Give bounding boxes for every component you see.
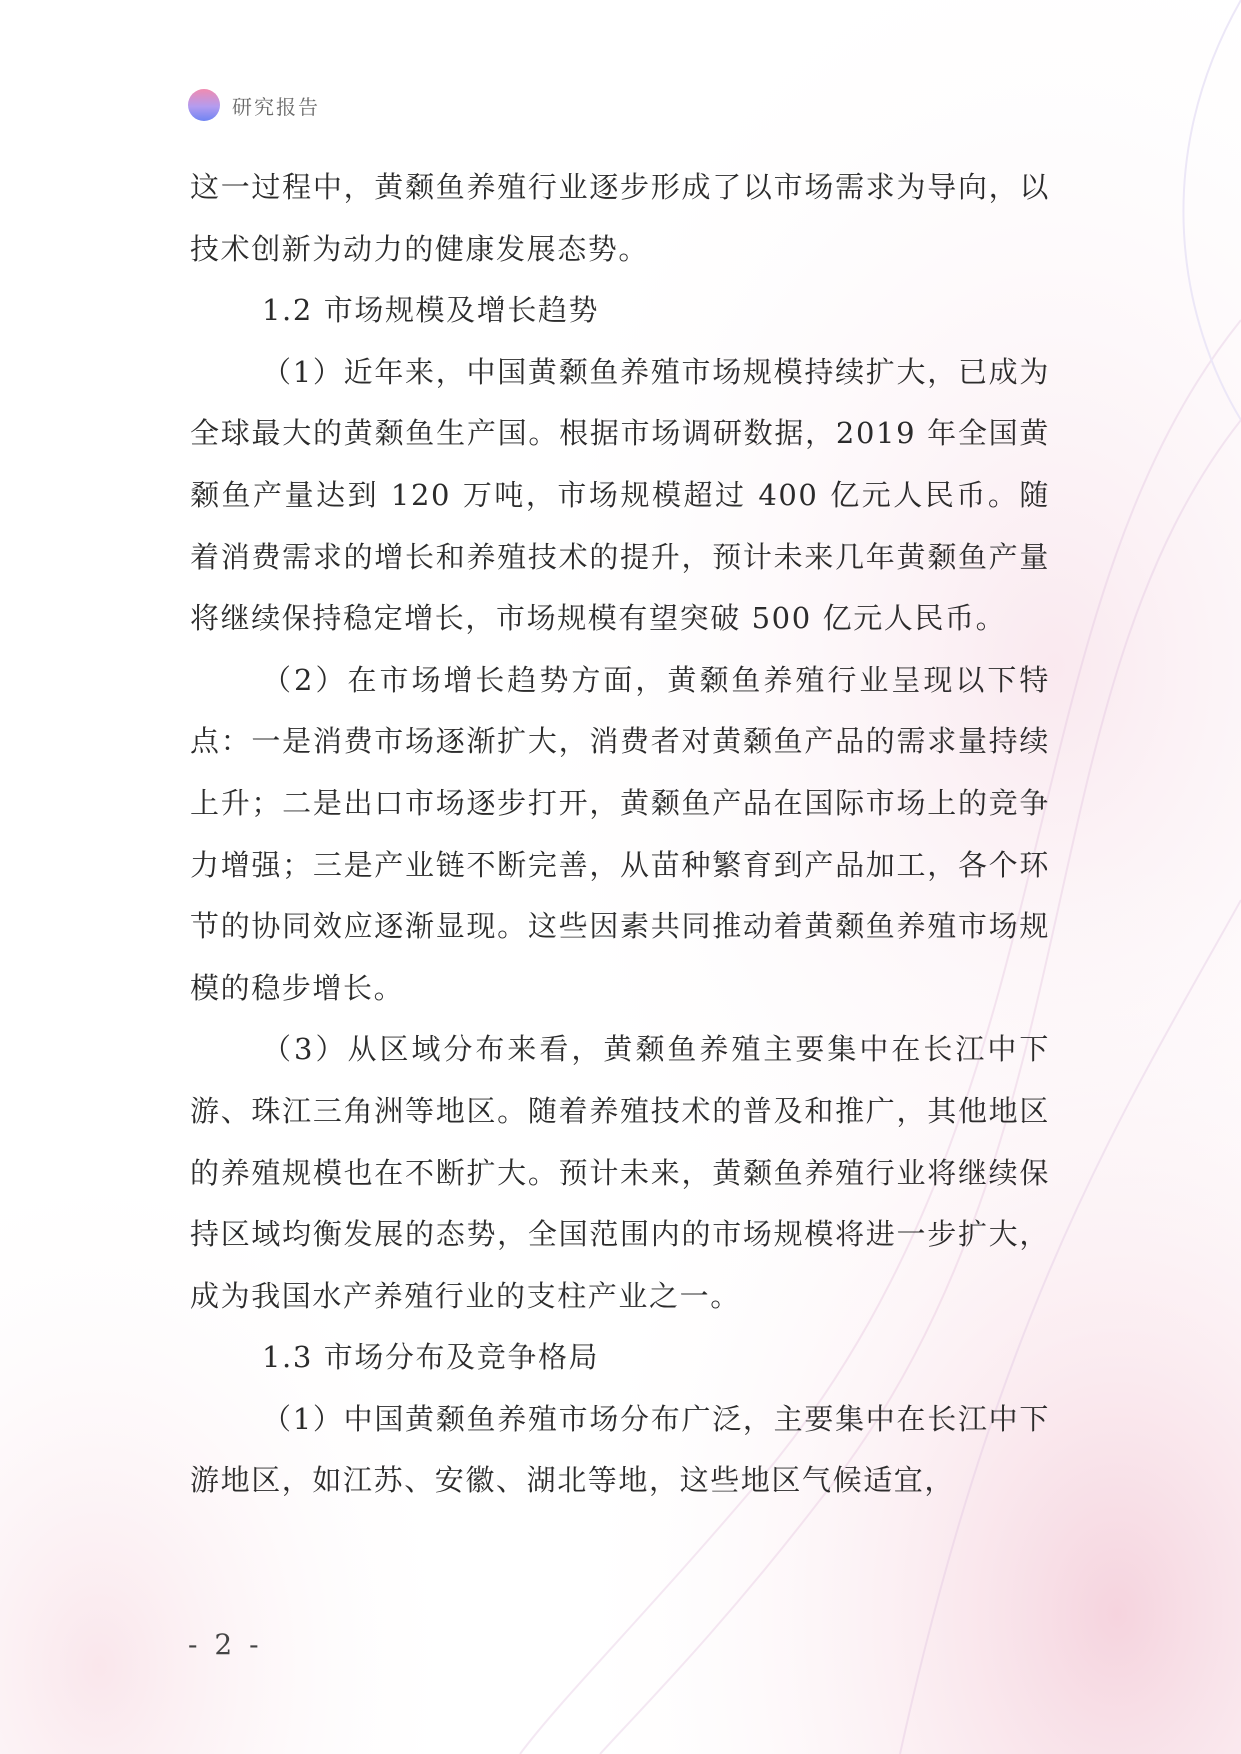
report-header bbox=[188, 89, 320, 121]
page-number: - 2 - bbox=[188, 1628, 263, 1661]
section-heading-1-3: 1.3 市场分布及竞争格局 bbox=[262, 1340, 600, 1375]
paragraph-market-size: （1）近年来，中国黄颡鱼养殖市场规模持续扩大，已成为全球最大的黄颡鱼生产国。根据市场调研数据，2019 年全国黄颡鱼产量达到 120 万吨，市场规模超过 400 亿元人民币。随着消费需求的增长和养殖技术的提升，预计未来几年黄颡鱼产量将继续保持稳定增长，市场规模有望突破 500 亿元人民币。 bbox=[190, 354, 1050, 636]
report-header-title: 研究报告 bbox=[232, 94, 320, 119]
paragraph-regional-distribution: （3）从区域分布来看，黄颡鱼养殖主要集中在长江中下游、珠江三角洲等地区。随着养殖技术的普及和推广，其他地区的养殖规模也在不断扩大。预计未来，黄颡鱼养殖行业将继续保持区域均衡发展的态势，全国范围内的市场规模将进一步扩大，成为我国水产养殖行业的支柱产业之一。 bbox=[190, 1032, 1050, 1313]
paragraph-continuation: 这一过程中，黄颡鱼养殖行业逐步形成了以市场需求为导向，以技术创新为动力的健康发展态势。 bbox=[190, 170, 1050, 266]
paragraph-market-distribution: （1）中国黄颡鱼养殖市场分布广泛，主要集中在长江中下游地区，如江苏、安徽、湖北等地，这些地区气候适宜， bbox=[190, 1401, 1050, 1498]
paragraph-growth-trend: （2）在市场增长趋势方面，黄颡鱼养殖行业呈现以下特点：一是消费市场逐渐扩大，消费者对黄颡鱼产品的需求量持续上升；二是出口市场逐步打开，黄颡鱼产品在国际市场上的竞争力增强；三是产业链不断完善，从苗种繁育到产品加工，各个环节的协同效应逐渐显现。这些因素共同推动着黄颡鱼养殖市场规模的稳步增长。 bbox=[190, 662, 1050, 1005]
document-body bbox=[190, 157, 1050, 1512]
report-logo-icon bbox=[188, 89, 220, 121]
section-heading-1-2: 1.2 市场规模及增长趋势 bbox=[262, 293, 600, 328]
